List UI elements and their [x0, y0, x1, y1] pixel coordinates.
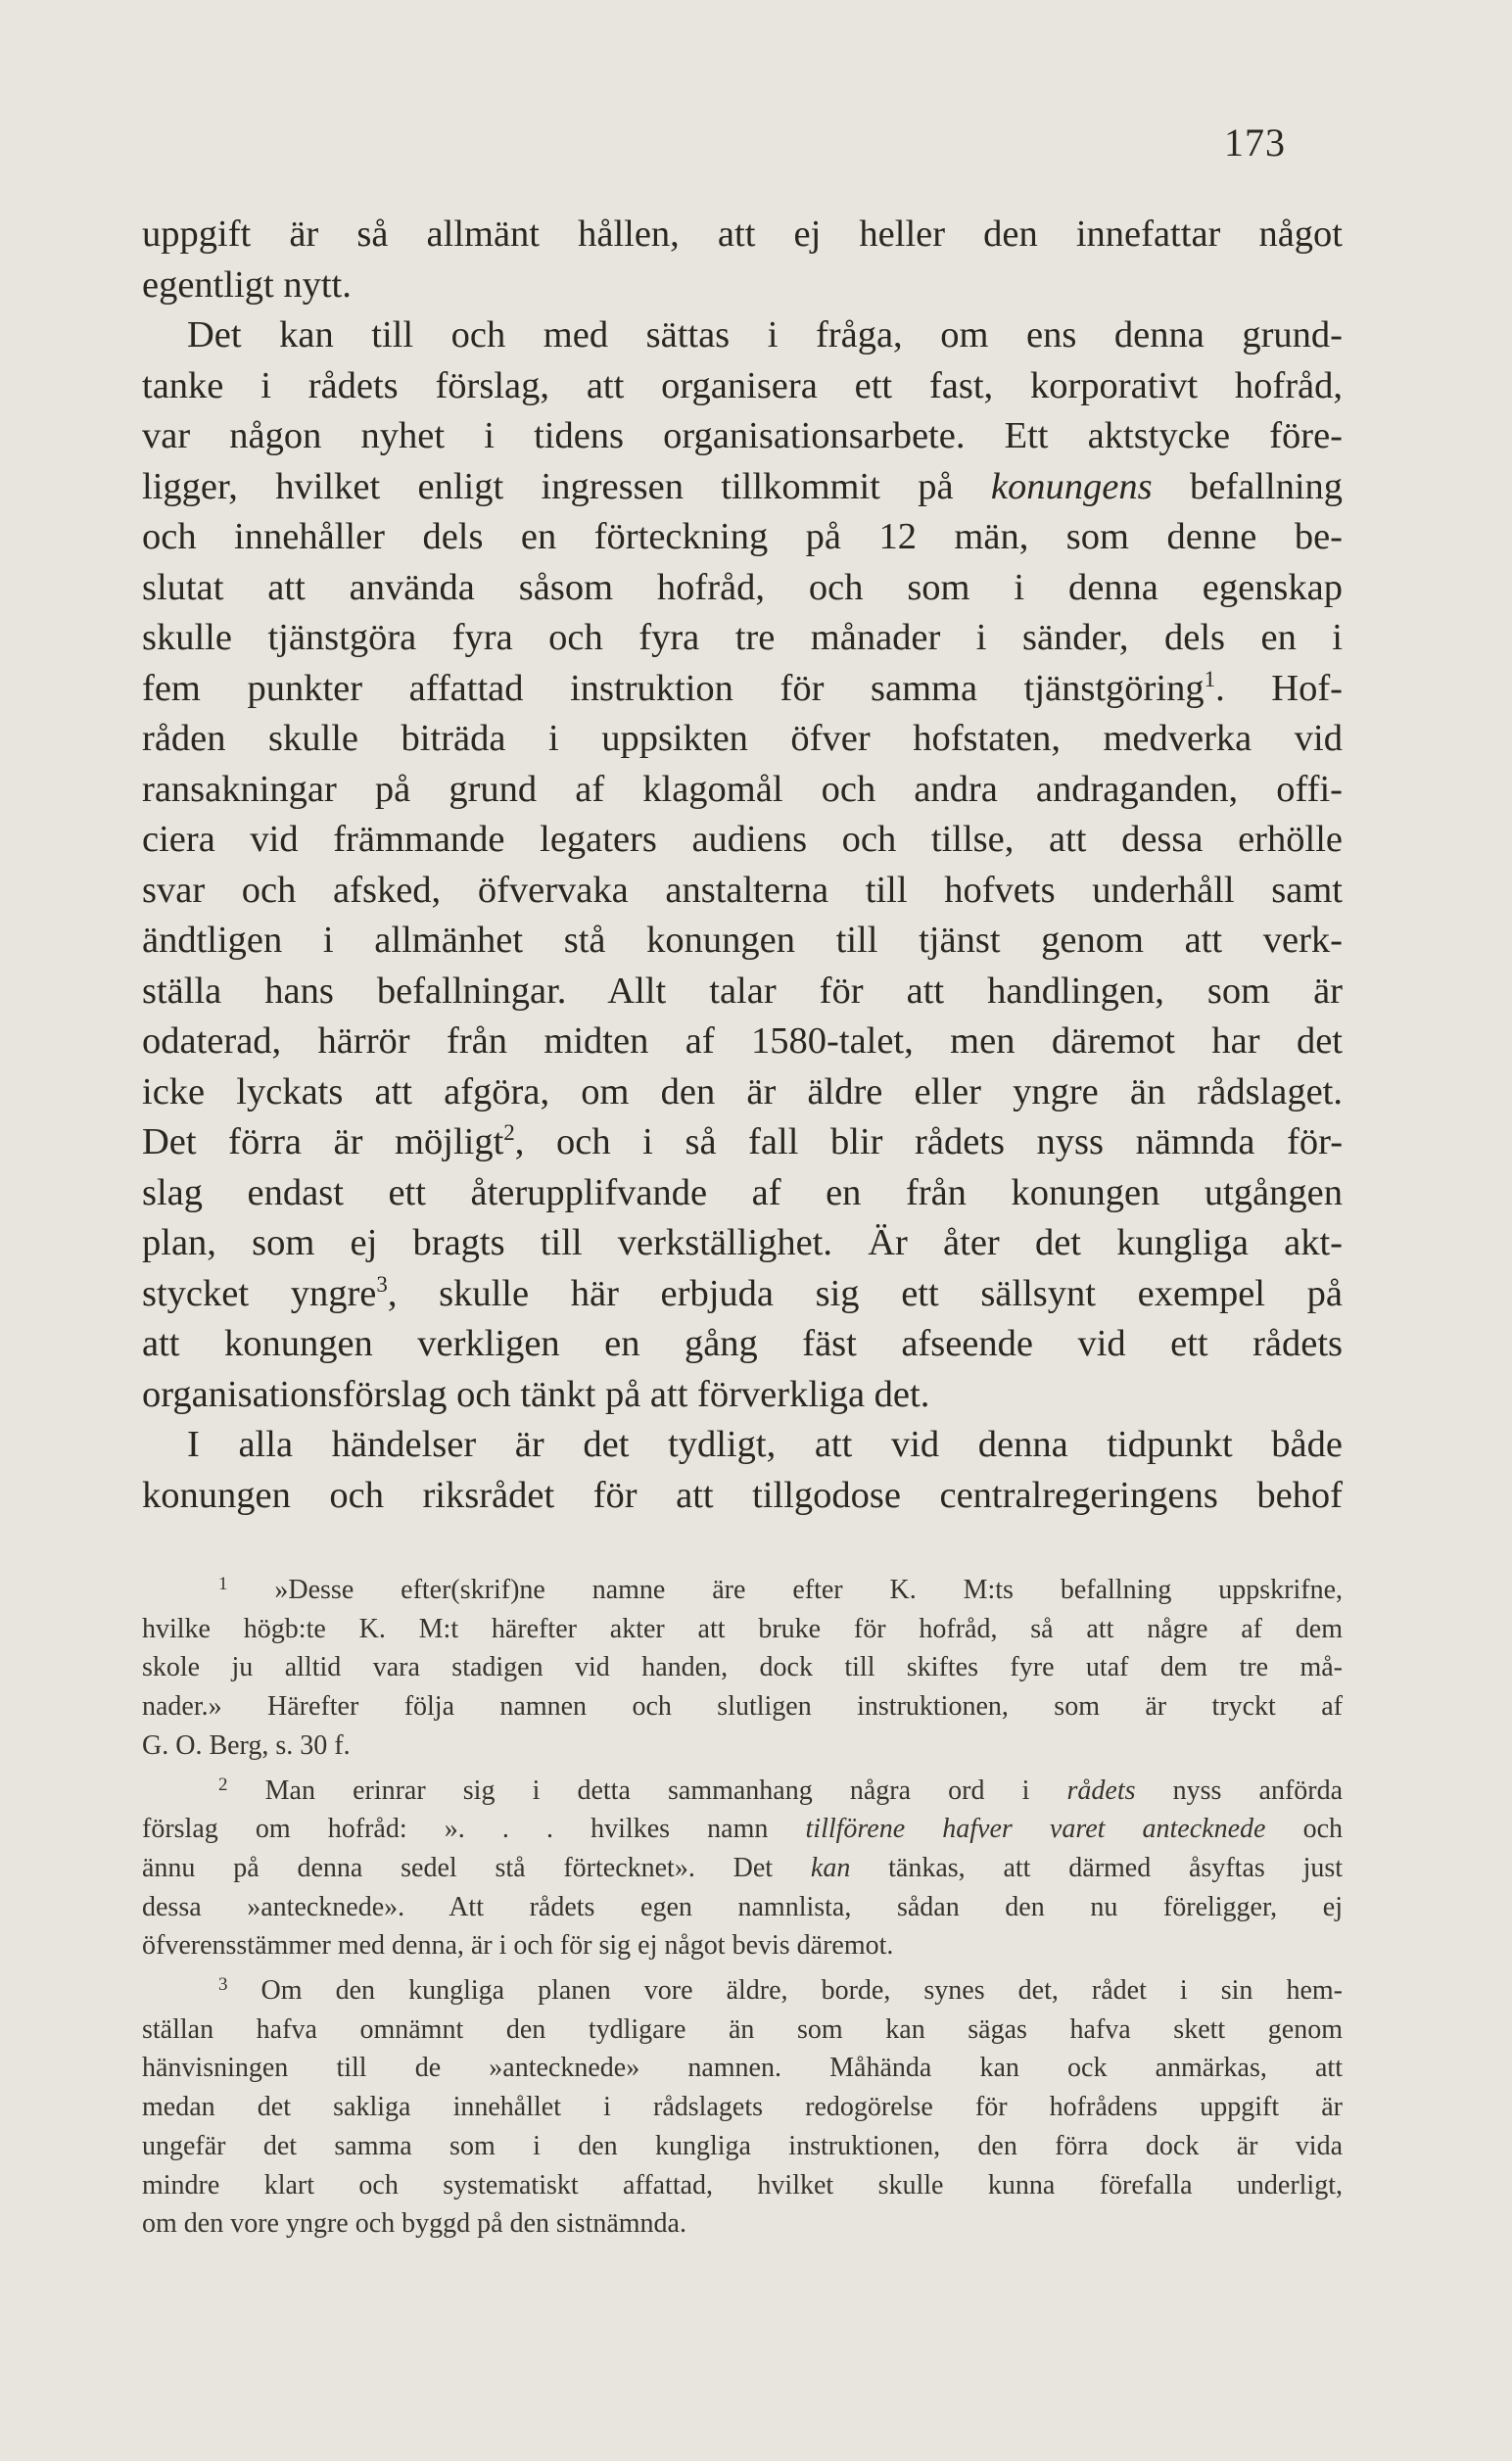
footnote-ref: 1 [1204, 666, 1216, 691]
footnote-line: nader.» Härefter följa namnen och slutligen instruktionen, som är tryckt af [142, 1691, 1343, 1723]
text-run: fem punkter affattad instruktion för samma tjänstgöring [142, 667, 1205, 709]
text-line: och innehåller dels en förteckning på 12 män, som denne be- [142, 516, 1343, 557]
text-line: konungen och riksrådet för att tillgodose centralregeringens behof [142, 1474, 1343, 1516]
text-line: slutat att använda såsom hofråd, och som i denna egenskap [142, 566, 1343, 608]
text-line: tanke i rådets förslag, att organisera ett fast, korporativt hofråd, [142, 364, 1343, 406]
footnote-line: ungefär det samma som i den kungliga instruktionen, den förra dock är vida [142, 2130, 1343, 2161]
text-run: Det förra är möjligt [142, 1121, 504, 1162]
italic-word: konungens [990, 465, 1153, 507]
footnote-number: 1 [218, 1574, 228, 1594]
footnote-line: ställan hafva omnämnt den tydligare än som kan sägas hafva skett genom [142, 2013, 1343, 2045]
footnote-line [142, 1565, 1343, 1610]
body-text [142, 210, 1343, 1521]
footnotes [142, 1565, 1343, 2244]
text-run: , skulle här erbjuda sig ett sällsynt exempel på [387, 1272, 1343, 1314]
text-line: I alla händelser är det tydligt, att vid denna tidpunkt både [187, 1424, 1343, 1465]
text-line [142, 462, 1343, 513]
text-run: befallning [1189, 465, 1344, 507]
footnote-line: hänvisningen till de »antecknede» namnen. Måhända kan ock anmärkas, att [142, 2053, 1343, 2084]
text-run: och [1302, 1814, 1344, 1845]
text-line: organisationsförslag och tänkt på att förverkliga det. [142, 1373, 930, 1415]
text-line: odaterad, härrör från midten af 1580-talet, men däremot har det [142, 1020, 1343, 1062]
text-run: , och i så fall blir rådets nyss nämnda för- [514, 1121, 1344, 1162]
text-run: ännu på denna sedel stå förtecknet». Det [142, 1852, 774, 1883]
footnote-line: om den vore yngre och byggd på den sistnämnda. [142, 2208, 686, 2240]
footnote-number: 3 [218, 1974, 228, 1996]
text-run: »Desse efter(skrif)ne namne äre efter K. M:ts befallning uppskrifne, [274, 1575, 1343, 1605]
text-run: Man erinrar sig i detta sammanhang några ord i [264, 1775, 1030, 1806]
text-line [142, 1269, 1343, 1320]
footnote-line: medan det sakliga innehållet i rådslagets redogörelse för hofrådens uppgift är [142, 2092, 1343, 2123]
footnote-line: hvilke högb:te K. M:t härefter akter att bruke för hofråd, så att någre af dem [142, 1613, 1343, 1644]
page-number: 173 [1224, 120, 1286, 165]
text-line [142, 664, 1343, 715]
footnote-line: öfverensstämmer med denna, är i och för sig ej något bevis däremot. [142, 1930, 894, 1962]
text-line: råden skulle biträda i uppsikten öfver hofstaten, medverka vid [142, 718, 1343, 759]
text-run: Om den kungliga planen vore äldre, borde, synes det, rådet i sin hem- [260, 1975, 1343, 2007]
text-run: . Hof- [1215, 667, 1343, 709]
text-line: svar och afsked, öfvervaka anstalterna till hofvets underhåll samt [142, 869, 1343, 911]
footnote-ref: 3 [376, 1271, 388, 1297]
footnote-line: skole ju alltid vara stadigen vid handen, dock till skiftes fyre utaf dem tre må- [142, 1652, 1343, 1683]
footnote-line [142, 1766, 1343, 1811]
footnote-ref: 2 [503, 1120, 515, 1145]
text-run: förslag om hofråd: ». . . hvilkes namn [142, 1814, 769, 1845]
footnote-line: mindre klart och systematiskt affattad, hvilket skulle kunna förefalla underligt, [142, 2169, 1343, 2201]
footnote-line [142, 1849, 1343, 1888]
text-line: ransakningar på grund af klagomål och andra andraganden, offi- [142, 768, 1343, 810]
text-line: plan, som ej bragts till verkställighet. Är åter det kungliga akt- [142, 1222, 1343, 1263]
text-line: icke lyckats att afgöra, om den är äldre eller yngre än rådslaget. [142, 1070, 1343, 1112]
footnote-line [142, 1810, 1343, 1849]
footnote-line [142, 1965, 1343, 2011]
text-line: skulle tjänstgöra fyra och fyra tre månader i sänder, dels en i [142, 617, 1343, 658]
text-run: ligger, hvilket enligt ingressen tillkommit på [142, 465, 954, 507]
italic-word: rådets [1066, 1775, 1136, 1806]
text-line: slag endast ett återupplifvande af en från konungen utgången [142, 1171, 1343, 1213]
text-run: nyss anförda [1172, 1775, 1344, 1806]
text-line: att konungen verkligen en gång fäst afseende vid ett rådets [142, 1323, 1343, 1364]
text-run: stycket yngre [142, 1272, 377, 1314]
text-line [142, 1117, 1343, 1168]
text-line: egentligt nytt. [142, 263, 352, 306]
footnote-line: dessa »antecknede». Att rådets egen namnlista, sådan den nu föreligger, ej [142, 1891, 1343, 1922]
text-line: ändtligen i allmänhet stå konungen till tjänst genom att verk- [142, 920, 1343, 961]
footnote-number: 2 [218, 1774, 228, 1795]
italic-phrase: tillförene hafver varet antecknede [805, 1814, 1266, 1845]
text-run: tänkas, att därmed åsyftas just [888, 1852, 1344, 1883]
footnote-line: G. O. Berg, s. 30 f. [142, 1729, 351, 1761]
text-line: Det kan till och med sättas i fråga, om ens denna grund- [187, 314, 1343, 355]
text-line: ciera vid främmande legaters audiens och tillse, att dessa erhölle [142, 819, 1343, 860]
text-line: uppgift är så allmänt hållen, att ej heller den innefattar något [142, 213, 1343, 255]
italic-word: kan [810, 1852, 851, 1883]
text-line: ställa hans befallningar. Allt talar för att handlingen, som är [142, 970, 1343, 1012]
text-line: var någon nyhet i tidens organisationsarbete. Ett aktstycke före- [142, 415, 1343, 456]
